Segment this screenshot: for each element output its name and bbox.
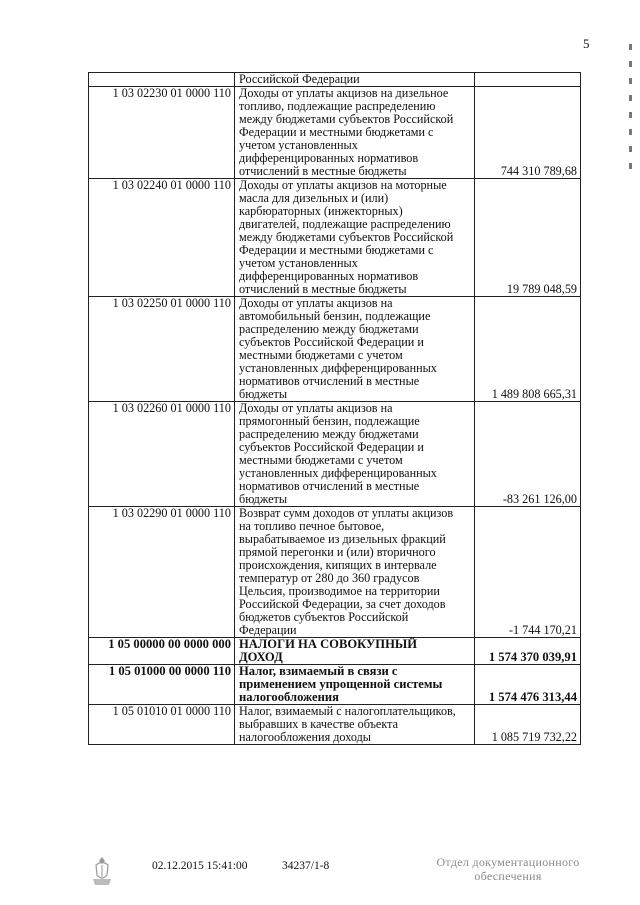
revenue-table [88,72,581,745]
row-amount: 1 489 808 665,31 [475,297,581,402]
page-footer [0,855,640,895]
table-row [89,507,581,638]
table-row [89,402,581,507]
row-amount: 1 085 719 732,22 [475,705,581,745]
row-description: Доходы от уплаты акцизов на моторные масла для дизельных и (или) карбюраторных (инжекторных) двигателей, подлежащие распределению между бюджетами субъектов Российской Федерации и местными бюджетами с учетом установленных дифференцированных нормативов отчислений в местные бюджеты [235,179,475,297]
row-description: Налог, взимаемый с налогоплательщиков, выбравших в качестве объекта налогообложения доходы [235,705,475,745]
row-code: 1 03 02260 01 0000 110 [89,402,235,507]
row-code: 1 03 02230 01 0000 110 [89,87,235,179]
row-code: 1 03 02240 01 0000 110 [89,179,235,297]
row-description: НАЛОГИ НА СОВОКУПНЫЙ ДОХОД [235,638,475,665]
revenue-table-body [89,73,581,745]
scan-edge-marks [628,44,634,194]
page-number: 5 [583,36,590,51]
row-description: Российской Федерации [235,73,475,87]
row-description: Доходы от уплаты акцизов на автомобильный бензин, подлежащие распределению между бюджетами субъектов Российской Федерации и местными бюджетами с учетом установленных дифференцированных нормативов отчислений в местные бюджеты [235,297,475,402]
table-row [89,73,581,87]
row-amount: -1 744 170,21 [475,507,581,638]
row-code: 1 05 01000 00 0000 110 [89,665,235,705]
department-stamp [428,855,588,883]
footer-datetime: 02.12.2015 15:41:00 [152,860,248,872]
row-description: Доходы от уплаты акцизов на дизельное топливо, подлежащие распределению между бюджетами субъектов Российской Федерации и местными бюджетами с учетом установленных дифференцированных нормативов отчислений в местные бюджеты [235,87,475,179]
table-row [89,638,581,665]
row-code: 1 05 01010 01 0000 110 [89,705,235,745]
row-code: 1 03 02290 01 0000 110 [89,507,235,638]
table-row [89,179,581,297]
table-row [89,297,581,402]
table-row [89,87,581,179]
row-amount [475,73,581,87]
row-amount: 19 789 048,59 [475,179,581,297]
row-description: Доходы от уплаты акцизов на прямогонный бензин, подлежащие распределению между бюджетами субъектов Российской Федерации и местными бюджетами с учетом установленных дифференцированных нормативов отчислений в местные бюджеты [235,402,475,507]
stamp-line-1: Отдел документационного [436,855,580,869]
row-code [89,73,235,87]
row-code: 1 03 02250 01 0000 110 [89,297,235,402]
row-description: Возврат сумм доходов от уплаты акцизов на топливо печное бытовое, вырабатываемое из дизельных фракций прямой перегонки и (или) вторичного происхождения, кипящих в интервале температур от 280 до 360 градусов Цельсия, производимое на территории Российской Федерации, за счет доходов бюджетов субъектов Российской Федерации [235,507,475,638]
footer-doc-number: 34237/1-8 [282,860,330,872]
row-amount: -83 261 126,00 [475,402,581,507]
emblem-icon [90,855,114,887]
stamp-line-2: обеспечения [474,869,542,883]
row-amount: 1 574 370 039,91 [475,638,581,665]
row-amount: 1 574 476 313,44 [475,665,581,705]
row-code: 1 05 00000 00 0000 000 [89,638,235,665]
row-description: Налог, взимаемый в связи с применением упрощенной системы налогообложения [235,665,475,705]
row-amount: 744 310 789,68 [475,87,581,179]
table-row [89,705,581,745]
table-row [89,665,581,705]
